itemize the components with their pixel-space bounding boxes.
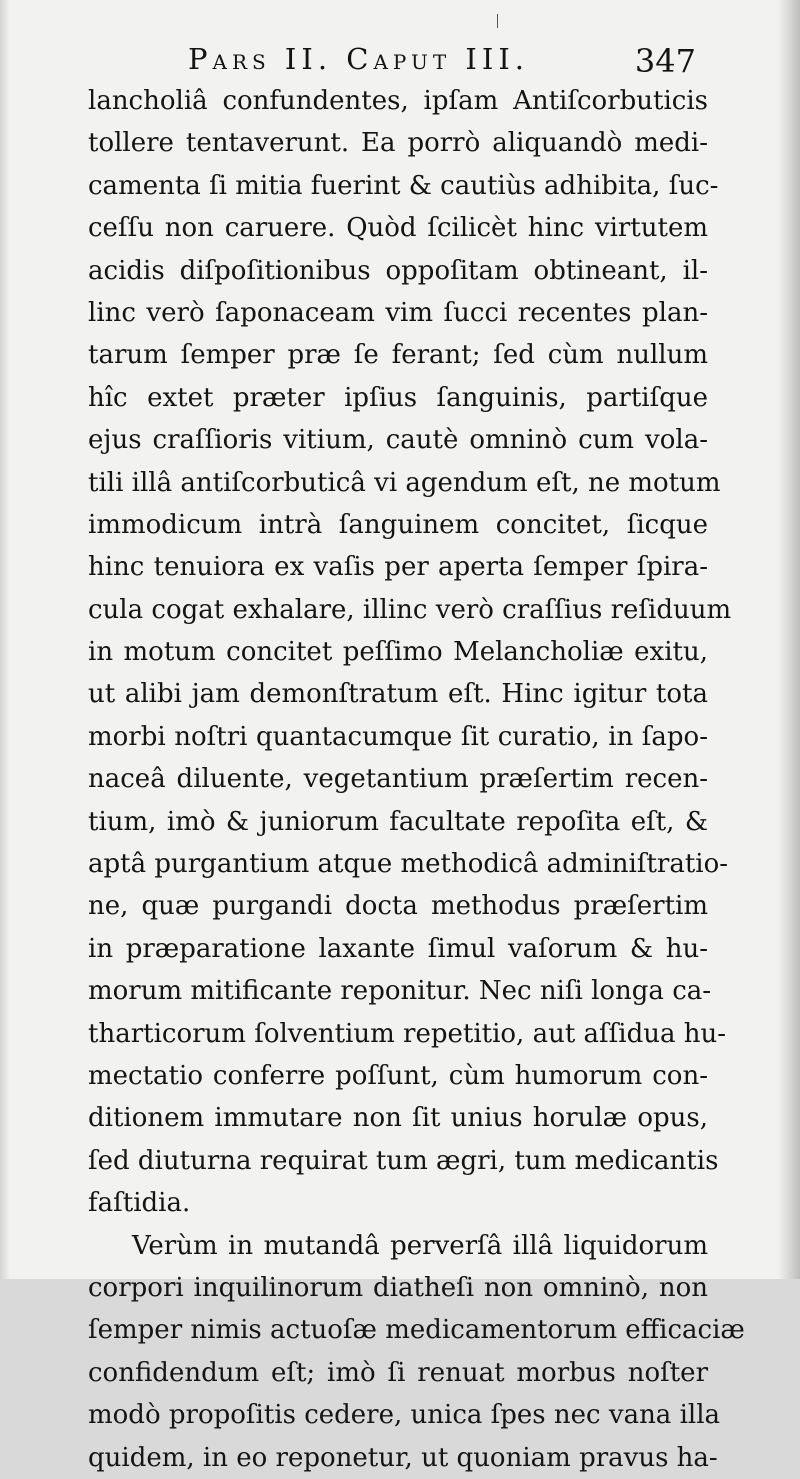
text-line: morbi noſtri quantacumque ſit curatio, in ſapo- <box>88 721 708 752</box>
text-line: ut alibi jam demonſtratum eſt. Hinc igitur tota <box>88 679 708 710</box>
text-line: immodicum intrà ſanguinem concitet, ſicque <box>88 509 708 540</box>
text-line: ceſſu non caruere. Quòd ſcilicèt hinc virtutem <box>88 213 708 244</box>
text-line: linc verò ſaponaceam vim ſucci recentes plan- <box>88 297 708 328</box>
running-head: Pars II. Caput III. <box>188 42 530 76</box>
print-mark <box>497 14 498 28</box>
text-line: hinc tenuiora ex vaſis per aperta ſemper ſpira- <box>88 552 708 583</box>
text-line: confidendum eſt; imò ſi renuat morbus noſter <box>88 1357 708 1388</box>
text-line: tium, imò & juniorum facultate repoſita eſt, & <box>88 806 708 837</box>
text-line: quidem, in eo reponetur, ut quoniam pravus ha- <box>88 1442 718 1473</box>
text-line: tarum ſemper præ ſe ferant; ſed cùm nullum <box>88 340 708 371</box>
text-line: hîc extet præter ipſius ſanguinis, partiſque <box>88 382 708 413</box>
text-line: naceâ diluente, vegetantium præſertim recen- <box>88 764 708 795</box>
text-line: ne, quæ purgandi docta methodus præſertim <box>88 891 708 922</box>
text-line: acidis diſpoſitionibus oppoſitam obtineant, il- <box>88 255 708 286</box>
text-line: faſtidia. <box>88 1188 191 1219</box>
text-line: lancholiâ confundentes, ipſam Antiſcorbuticis <box>88 86 708 116</box>
text-line: tharticorum ſolventium repetitio, aut aſſidua hu- <box>88 1018 727 1049</box>
text-line: in præparatione laxante ſimul vaſorum & hu- <box>88 933 708 964</box>
page-edge-shadow <box>778 0 800 1279</box>
page-number: 347 <box>634 42 696 80</box>
text-line: mectatio conferre poſſunt, cùm humorum con- <box>88 1060 708 1091</box>
body-text <box>88 80 745 1479</box>
text-line: ejus craſſioris vitium, cautè omninò cum vola- <box>88 425 708 456</box>
text-line: corpori inquilinorum diatheſi non omninò, non <box>88 1272 708 1303</box>
text-line: camenta ſi mitia fuerint & cautiùs adhibita, ſuc- <box>88 170 719 201</box>
text-line: ſemper nimis actuoſæ medicamentorum efficaciæ <box>88 1315 745 1346</box>
text-line: tili illâ antiſcorbuticâ vi agendum eſt, ne motum <box>88 467 721 498</box>
text-line: modò propoſitis cedere, unica ſpes nec vana illa <box>88 1400 721 1431</box>
text-line: cula cogat exhalare, illinc verò craſſius reſiduum <box>88 594 732 625</box>
text-line: in motum concitet peſſimo Melancholiæ exitu, <box>88 637 708 668</box>
text-line: aptâ purgantium atque methodicâ adminiſtratio- <box>88 849 729 880</box>
text-line: morum mitificante reponitur. Nec niſi longa ca- <box>88 976 712 1007</box>
text-line: ſed diuturna requirat tum ægri, tum medicantis <box>88 1145 719 1176</box>
text-line: tollere tentaverunt. Ea porrò aliquandò medi- <box>88 128 708 159</box>
page-gutter-shadow <box>0 0 10 1279</box>
text-line: Verùm in mutandâ perverſâ illâ liquidorum <box>132 1230 708 1261</box>
text-line: ditionem immutare non ſit unius horulæ opus, <box>88 1103 708 1134</box>
